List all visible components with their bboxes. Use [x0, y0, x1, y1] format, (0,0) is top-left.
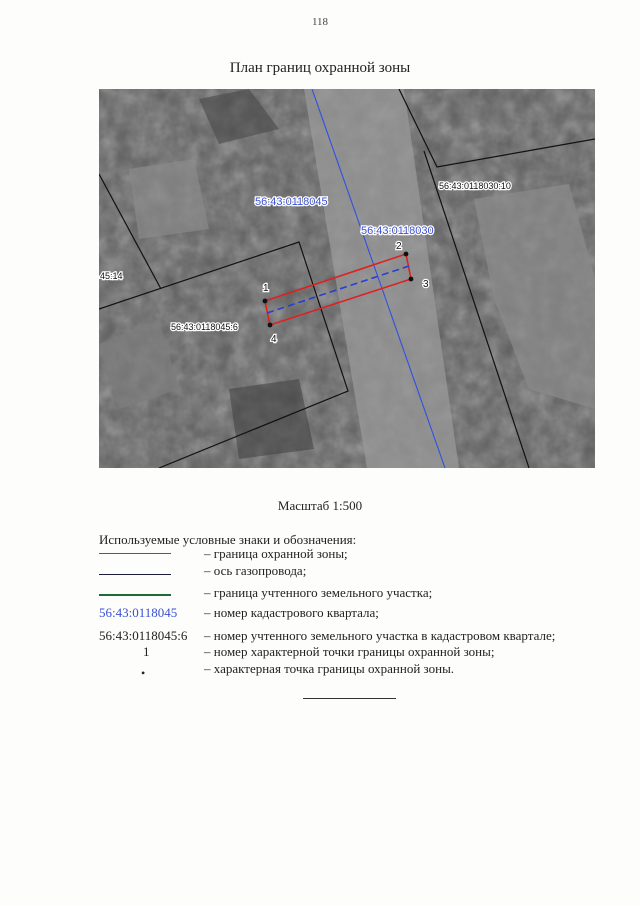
- legend-title: Используемые условные знаки и обозначения:: [99, 532, 357, 547]
- quarter-label-main: 56:43:0118045: [255, 196, 328, 208]
- legend-symbol-point-number: [99, 644, 199, 660]
- map-canvas: [99, 89, 595, 468]
- point-4-label: 4: [271, 334, 277, 345]
- page-title: План границ охранной зоны: [229, 60, 411, 76]
- parcel-label-left: 45:14: [100, 271, 123, 281]
- legend-row-gas-axis: [99, 563, 599, 579]
- point-1-dot[interactable]: [263, 299, 268, 304]
- legend-symbol-dot: [99, 661, 199, 680]
- point-3-dot[interactable]: [409, 277, 414, 282]
- legend-desc: – граница учтенного земельного участка;: [204, 585, 433, 600]
- legend-desc: – номер кадастрового квартала;: [204, 605, 379, 620]
- legend-row-parcel-boundary: [99, 585, 599, 601]
- legend-desc: – граница охранной зоны;: [204, 546, 348, 561]
- legend-desc: – ось газопровода;: [204, 563, 307, 578]
- legend-desc: – характерная точка границы охранной зоны.: [204, 661, 455, 676]
- parcel-number-sample: 56:43:0118045:6: [99, 628, 188, 643]
- point-dot-icon: •: [141, 666, 146, 680]
- trees-bottom: [229, 379, 314, 459]
- map-scale: Масштаб 1:500: [277, 498, 363, 513]
- red-line-swatch: [99, 553, 171, 554]
- quarter-label-right: 56:43:0118030: [361, 225, 434, 237]
- legend-row-zone-boundary: [99, 546, 599, 562]
- point-4-dot[interactable]: [268, 323, 273, 328]
- aerial-map[interactable]: [99, 89, 595, 468]
- legend-symbol-green-line: [99, 585, 199, 601]
- quarter-number-sample: 56:43:0118045: [99, 605, 178, 620]
- legend-symbol-blue-text: [99, 605, 199, 621]
- legend-row-quarter-number: [99, 605, 599, 621]
- legend-row-parcel-number: [99, 628, 599, 644]
- legend-symbol-dark-line: [99, 563, 199, 579]
- point-2-label: 2: [396, 241, 402, 252]
- page-number: 118: [311, 16, 329, 28]
- point-1-label: 1: [263, 283, 269, 294]
- dark-line-swatch: [99, 574, 171, 575]
- legend-row-point-number: [99, 644, 599, 660]
- point-2-dot[interactable]: [404, 252, 409, 257]
- parcel-label-right: 56:43:0118030:10: [439, 181, 511, 191]
- footer-divider: [303, 698, 396, 699]
- legend-desc: – номер характерной точки границы охранной зоны;: [204, 644, 495, 659]
- legend-symbol-red-line: [99, 546, 199, 562]
- point-number-sample: 1: [143, 644, 150, 659]
- point-3-label: 3: [423, 279, 429, 290]
- parcel-label-bottom: 56:43:0118045:6: [171, 322, 238, 332]
- legend-symbol-black-text: [99, 628, 199, 644]
- legend-desc: – номер учтенного земельного участка в кадастровом квартале;: [204, 628, 556, 643]
- green-line-swatch: [99, 594, 171, 596]
- legend-row-point-marker: [99, 661, 599, 680]
